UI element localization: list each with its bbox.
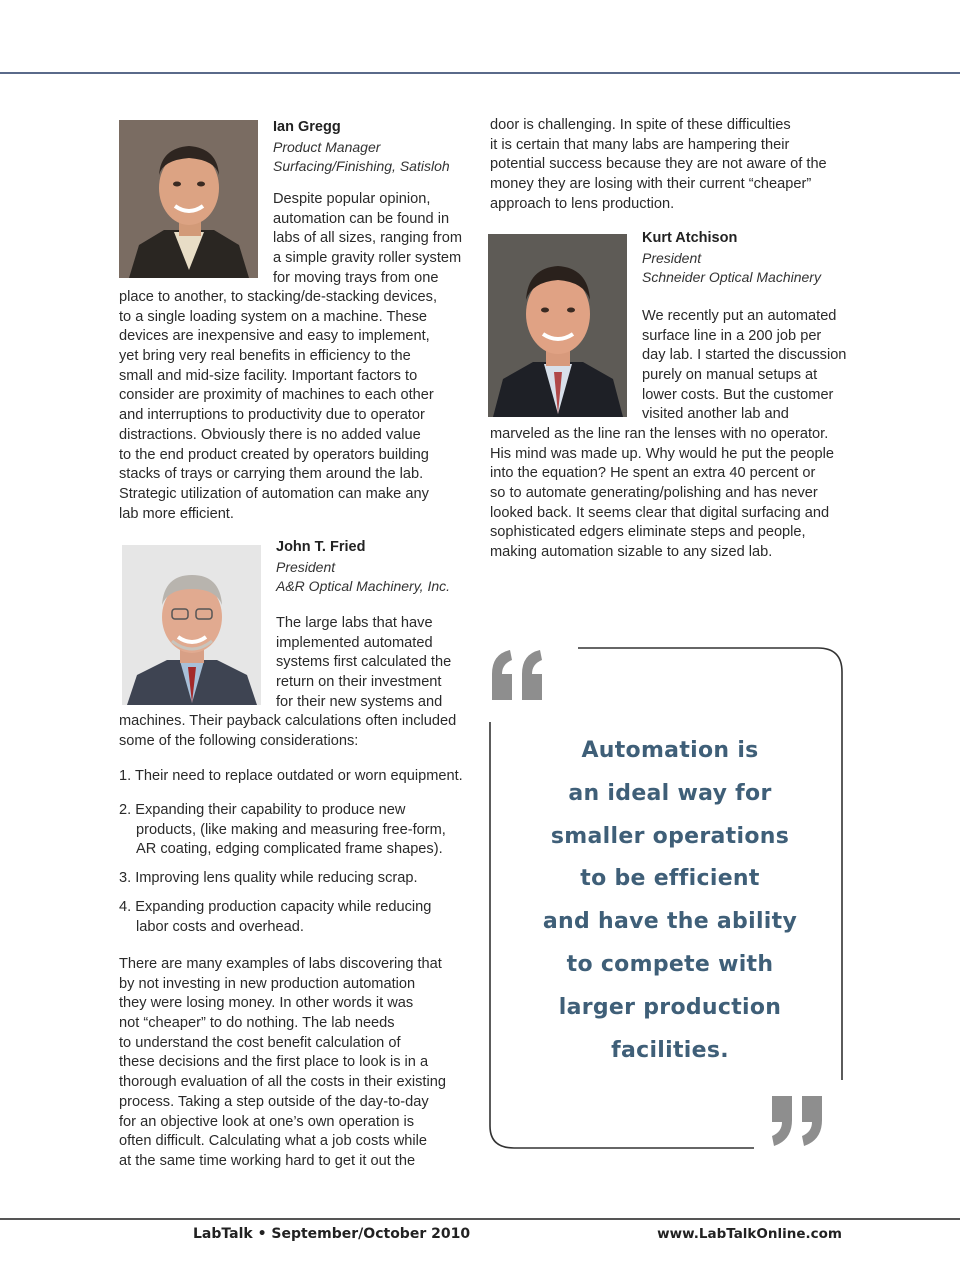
ian-gregg-photo [119, 120, 258, 278]
kurt-atchison-name: Kurt Atchison [642, 230, 738, 246]
john-fried-body-wrap [276, 614, 451, 712]
pull-quote [500, 730, 840, 1072]
body-line: lab more efficient. [119, 505, 234, 522]
kurt-atchison-company: Schneider Optical Machinery [642, 269, 821, 285]
consideration-list [119, 801, 446, 860]
pull-quote-line: larger production [558, 994, 782, 1020]
pull-quote-line: and have the ability [542, 909, 798, 935]
ian-gregg-body [119, 288, 437, 524]
body-line: they were losing money. In other words it was [119, 995, 414, 1012]
body-line: The large labs that have [276, 615, 433, 631]
ian-gregg-body-wrap [273, 190, 462, 288]
kurt-atchison-body [490, 425, 834, 563]
body-line: some of the following considerations: [119, 732, 359, 749]
body-line: at the same time working hard to get it out the [119, 1152, 416, 1169]
body-line: place to another, to stacking/de-stacking devices, [119, 289, 438, 305]
close-quote-icon [772, 1096, 822, 1146]
body-line: thorough evaluation of all the costs in their existing [119, 1074, 446, 1091]
consideration-list [119, 869, 418, 889]
pull-quote-line: facilities. [611, 1037, 729, 1063]
body-line: day lab. I started the discussion [642, 347, 847, 364]
body-line: not “cheaper” to do nothing. The lab needs [119, 1015, 395, 1032]
body-line: door is challenging. In spite of these difficulties [490, 117, 791, 133]
pull-quote-line: an ideal way for [568, 780, 772, 806]
body-line: consider are proximity of machines to each other [119, 387, 434, 404]
body-line: for moving trays from one [273, 269, 439, 286]
body-line: Despite popular opinion, [273, 191, 431, 207]
footer-issue: LabTalk • September/October 2010 [193, 1226, 471, 1242]
body-line: to a single loading system on a machine. These [119, 308, 428, 325]
john-fried-title: President [276, 558, 336, 575]
body-line: labs of all sizes, ranging from [273, 230, 462, 247]
kurt-atchison-title: President [642, 249, 702, 266]
body-line: sophisticated edgers eliminate steps and people, [490, 524, 806, 541]
body-line: distractions. Obviously there is no added value [119, 426, 421, 443]
consideration-list [119, 898, 431, 937]
continued-text [490, 116, 827, 214]
body-line: machines. Their payback calculations often included [119, 713, 457, 729]
consideration-list [119, 767, 463, 787]
john-fried-closing [119, 955, 446, 1172]
ian-gregg-byline [273, 118, 450, 177]
body-line: implemented automated [276, 634, 433, 651]
body-line: lower costs. But the customer [642, 386, 834, 403]
body-line: return on their investment [276, 674, 442, 691]
list-item: 2. Expanding their capability to produce new [119, 802, 406, 818]
kurt-atchison-body-wrap [642, 307, 846, 425]
body-line: systems first calculated the [276, 654, 452, 671]
kurt-atchison-byline [642, 229, 821, 288]
list-item: 1. Their need to replace outdated or worn equipment. [119, 768, 463, 784]
body-line: by not investing in new production automation [119, 975, 416, 992]
body-line: so to automate generating/polishing and has never [490, 485, 818, 502]
body-line: We recently put an automated [642, 308, 837, 324]
body-line: devices are inexpensive and easy to implement, [119, 328, 430, 345]
body-line: money they are losing with their current “cheaper” [490, 176, 812, 193]
body-line: into the equation? He spent an extra 40 percent or [490, 465, 816, 482]
john-fried-body [119, 712, 456, 751]
footer-website: www.LabTalkOnline.com [657, 1226, 842, 1242]
kurt-atchison-photo [488, 234, 627, 417]
body-line: for their new systems and [276, 693, 443, 710]
pull-quote-line: to be efficient [580, 866, 760, 892]
body-line: a simple gravity roller system [273, 250, 462, 267]
body-line: often difficult. Calculating what a job costs while [119, 1133, 427, 1150]
body-line: and interruptions to productivity due to operator [119, 407, 425, 424]
body-line: to understand the cost benefit calculation of [119, 1034, 401, 1051]
list-item: 4. Expanding production capacity while reducing [119, 899, 432, 915]
body-line: automation can be found in [273, 210, 450, 227]
list-item: 3. Improving lens quality while reducing scrap. [119, 870, 418, 886]
body-line: small and mid-size facility. Important factors to [119, 367, 418, 384]
body-line: purely on manual setups at [642, 367, 818, 384]
pull-quote-line: to compete with [566, 951, 774, 977]
body-line: surface line in a 200 job per [642, 327, 822, 344]
body-line: to the end product created by operators building [119, 446, 429, 463]
john-fried-photo [122, 545, 261, 705]
ian-gregg-company: Surfacing/Finishing, Satisloh [273, 158, 450, 174]
body-line: There are many examples of labs discovering that [119, 956, 442, 972]
list-item-cont: AR coating, edging complicated frame shapes). [136, 841, 443, 858]
body-line: making automation sizable to any sized lab. [490, 544, 773, 561]
body-line: these decisions and the first place to look is in a [119, 1054, 429, 1071]
body-line: yet bring very real benefits in efficiency to the [119, 348, 411, 365]
body-line: for an objective look at one’s own operation is [119, 1113, 415, 1130]
open-quote-icon [492, 650, 542, 700]
body-line: process. Taking a step outside of the day-to-day [119, 1093, 429, 1110]
body-line: looked back. It seems clear that digital surfacing and [490, 504, 830, 521]
body-line: visited another lab and [642, 406, 789, 423]
john-fried-company: A&R Optical Machinery, Inc. [276, 578, 451, 594]
body-line: approach to lens production. [490, 195, 675, 212]
ian-gregg-name: Ian Gregg [273, 119, 341, 135]
body-line: stacks of trays or carrying them around the lab. [119, 466, 424, 483]
body-line: it is certain that many labs are hampering their [490, 136, 790, 153]
body-line: marveled as the line ran the lenses with no operator. [490, 426, 829, 442]
bottom-rule [0, 1218, 960, 1220]
top-rule [0, 72, 960, 74]
body-line: potential success because they are not aware of the [490, 156, 827, 173]
list-item-cont: products, (like making and measuring free-form, [136, 821, 446, 838]
pull-quote-line: Automation is [581, 738, 759, 763]
pull-quote-line: smaller operations [550, 823, 790, 849]
john-fried-byline [276, 538, 450, 597]
list-item-cont: labor costs and overhead. [136, 918, 304, 935]
ian-gregg-title: Product Manager [273, 138, 381, 155]
body-line: His mind was made up. Why would he put the people [490, 445, 834, 462]
body-line: Strategic utilization of automation can make any [119, 485, 429, 502]
john-fried-name: John T. Fried [276, 539, 366, 555]
